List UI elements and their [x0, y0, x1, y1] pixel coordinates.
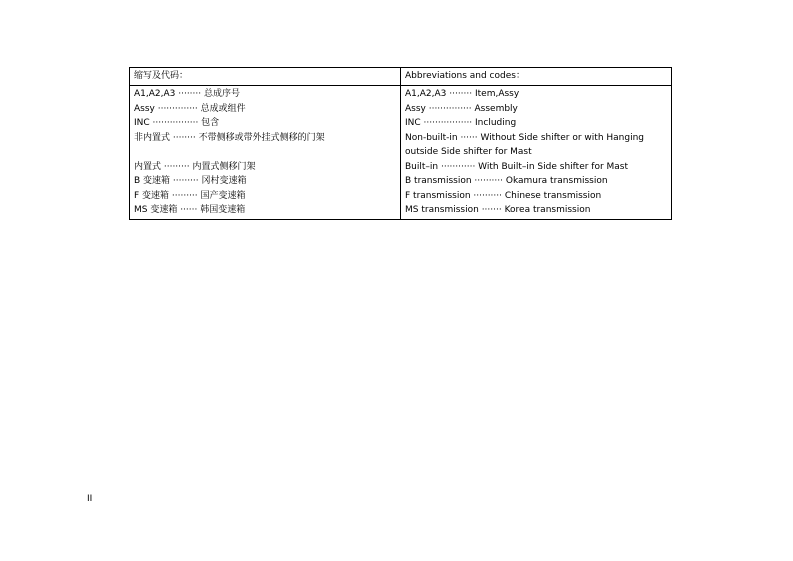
entry-zh-ms-transmission: MS 变速箱 ······ 韩国变速箱 [134, 205, 246, 215]
entry-en-b-transmission: B transmission ·········· Okamura transmission [405, 176, 608, 186]
entry-zh-item-number: A1,A2,A3 ········ 总成序号 [134, 89, 240, 99]
header-chinese: 缩写及代码： [130, 68, 401, 86]
entry-zh-f-transmission: F 变速箱 ········· 国产变速箱 [134, 190, 246, 201]
entry-zh-built-in: 内置式 ········· 内置式侧移门架 [134, 161, 256, 172]
entry-en-item-number: A1,A2,A3 ········ Item,Assy [405, 89, 520, 99]
abbreviations-table [129, 67, 672, 220]
entry-zh-non-built-in: 非内置式 ········ 不带侧移或带外挂式侧移的门架 [134, 132, 325, 143]
entry-en-assy: Assy ··············· Assembly [405, 103, 518, 114]
entry-en-f-transmission: F transmission ·········· Chinese transmission [405, 190, 602, 201]
entry-en-built-in: Built–in ············ With Built–in Side shifter for Mast [405, 161, 629, 172]
entry-zh-b-transmission: B 变速箱 ········· 冈村变速箱 [134, 176, 247, 186]
chinese-column [130, 86, 401, 220]
header-english: Abbreviations and codes： [401, 68, 672, 86]
page-number: II [87, 494, 93, 504]
entry-zh-assy: Assy ·············· 总成或组件 [134, 103, 246, 114]
entry-zh-inc: INC ················ 包含 [134, 118, 220, 128]
entry-en-inc: INC ················· Including [405, 118, 517, 128]
table-header-row [130, 68, 672, 86]
table-body-row [130, 86, 672, 220]
entry-en-ms-transmission: MS transmission ······· Korea transmission [405, 205, 591, 215]
entry-en-non-built-in: Non-built-in ······ Without Side shifter or with Hanging outside Side shifter for Mast [405, 132, 645, 157]
english-column [401, 86, 672, 220]
